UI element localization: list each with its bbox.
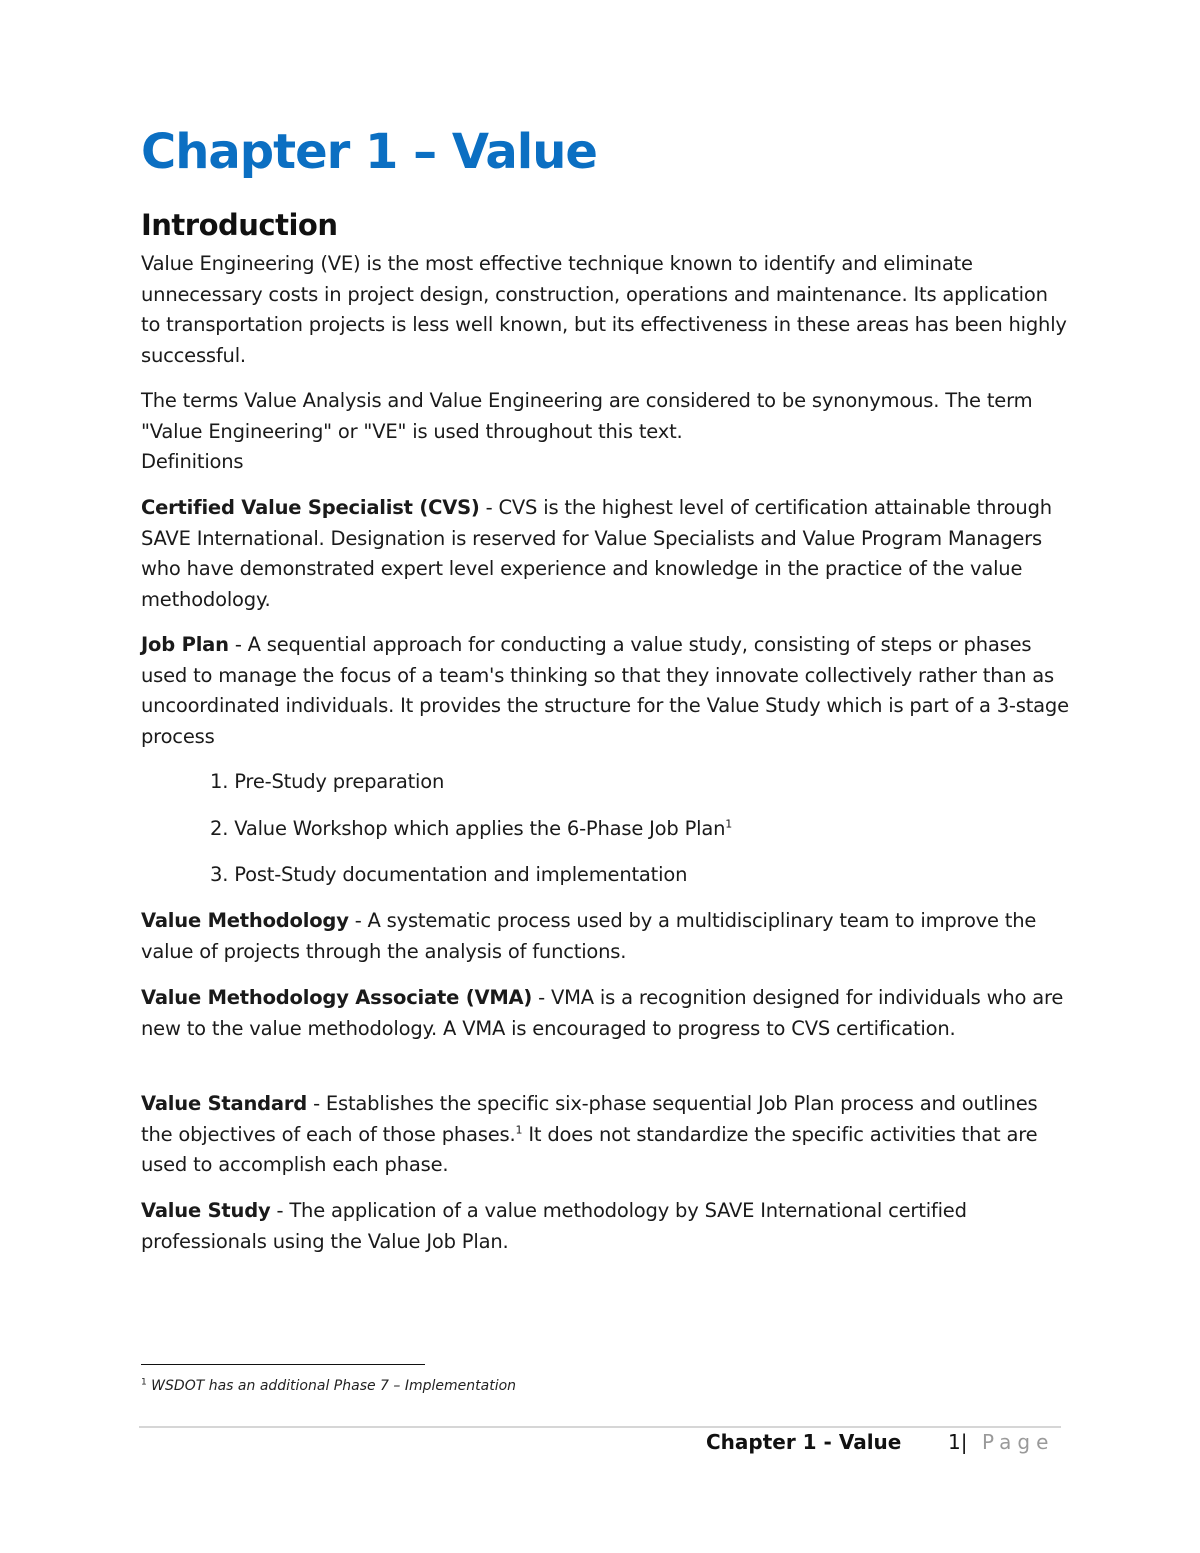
definition-text: - Establishes the specific six-phase sequential Job Plan process and outlines the objectives of each of those phases.	[141, 1092, 1038, 1146]
job-plan-step	[210, 860, 687, 891]
step-number: 2.	[210, 817, 229, 840]
definition-vma	[141, 983, 1069, 1044]
definitions-label: Definitions	[141, 450, 244, 473]
footer-chapter: Chapter 1 - Value	[706, 1430, 902, 1454]
definition-term: Job Plan	[141, 633, 229, 656]
chapter-title: Chapter 1 – Value	[141, 124, 597, 180]
definition-text: - A systematic process used by a multidisciplinary team to improve the value of projects through the analysis of functions.	[141, 909, 1037, 963]
definition-text: - VMA is a recognition designed for individuals who are new to the value methodology. A VMA is encouraged to progress to CVS certification.	[141, 986, 1064, 1040]
definition-value-study	[141, 1196, 1069, 1257]
definition-cvs	[141, 493, 1069, 615]
footer-page-number: 1|	[948, 1430, 968, 1454]
definition-text: - The application of a value methodology by SAVE International certified professionals using the Value Job Plan.	[141, 1199, 967, 1253]
job-plan-step	[210, 767, 444, 798]
definition-value-standard	[141, 1089, 1069, 1181]
definition-text-continued: It does not standardize the specific activities that are used to accomplish each phase.	[141, 1122, 1038, 1176]
definition-term: Value Standard	[141, 1092, 308, 1115]
job-plan-step	[210, 814, 732, 845]
definition-term: Value Methodology	[141, 909, 349, 932]
step-text: Value Workshop which applies the 6-Phase Job Plan	[234, 817, 726, 840]
definition-term: Value Methodology Associate (VMA)	[141, 986, 533, 1009]
definition-text: - CVS is the highest level of certification attainable through SAVE International. Designation is reserved for Value Specialists and Value Program Managers who have demonstrated expert level experience and knowledge in the practice of the value methodology.	[141, 496, 1052, 611]
footer-page-label: Page	[982, 1430, 1055, 1454]
footnote	[141, 1378, 516, 1394]
introduction-heading: Introduction	[141, 208, 338, 242]
definition-term: Value Study	[141, 1199, 271, 1222]
definition-value-methodology	[141, 906, 1069, 967]
definition-text: - A sequential approach for conducting a value study, consisting of steps or phases used to manage the focus of a team's thinking so that they innovate collectively rather than as uncoordinated individuals. It provides the structure for the Value Study which is part of a 3-stage process	[141, 633, 1069, 748]
footnote-mark: 1	[141, 1377, 147, 1388]
terms-paragraph: The terms Value Analysis and Value Engineering are considered to be synonymous. The term "Value Engineering" or "VE" is used throughout this text.	[141, 389, 1033, 443]
definition-term: Certified Value Specialist (CVS)	[141, 496, 480, 519]
step-text: Post-Study documentation and implementation	[234, 863, 688, 886]
step-number: 3.	[210, 863, 229, 886]
intro-paragraph: Value Engineering (VE) is the most effective technique known to identify and eliminate unnecessary costs in project design, construction, operations and maintenance. Its application to transportation projects is less well known, but its effectiveness in these areas has been highly successful.	[141, 252, 1067, 367]
step-text: Pre-Study preparation	[234, 770, 445, 793]
definition-job-plan	[141, 630, 1069, 752]
footnote-separator	[141, 1364, 425, 1365]
step-number: 1.	[210, 770, 229, 793]
footnote-reference[interactable]: 1	[515, 1123, 523, 1136]
footnote-text: WSDOT has an additional Phase 7 – Implementation	[146, 1378, 517, 1394]
footnote-reference[interactable]: 1	[725, 817, 733, 831]
footer-rule	[139, 1426, 1061, 1428]
